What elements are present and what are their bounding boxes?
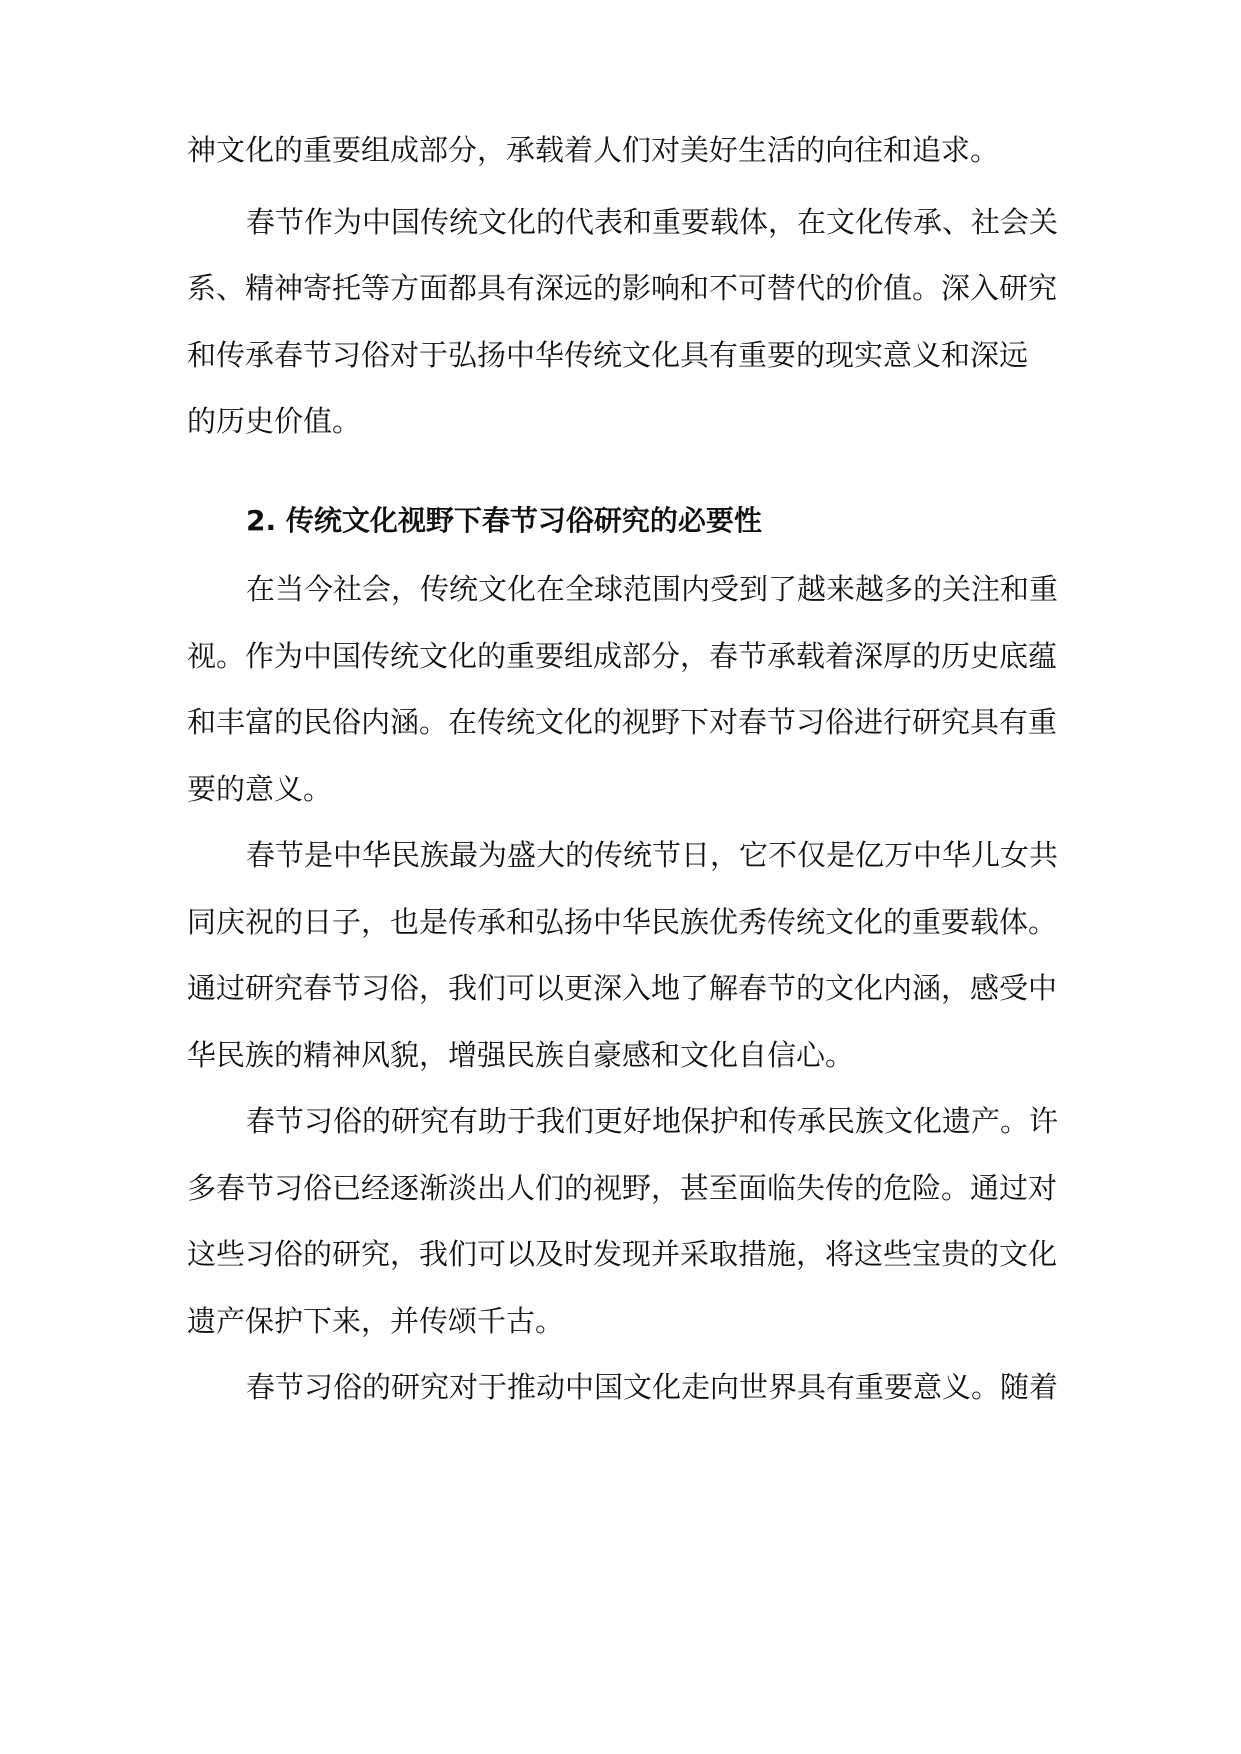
paragraph-line: 华民族的精神风貌，增强民族自豪感和文化自信心。: [187, 1038, 855, 1072]
section-heading: 2. 传统文化视野下春节习俗研究的必要性: [246, 504, 762, 537]
paragraph-line: 在当今社会，传统文化在全球范围内受到了越来越多的关注和重: [246, 572, 1059, 606]
paragraph-line: 春节习俗的研究有助于我们更好地保护和传承民族文化遗产。许: [246, 1104, 1059, 1138]
paragraph-line: 通过研究春节习俗，我们可以更深入地了解春节的文化内涵，感受中: [187, 971, 1058, 1005]
paragraph-line: 系、精神寄托等方面都具有深远的影响和不可替代的价值。深入研究: [187, 271, 1058, 305]
paragraph-line: 春节习俗的研究对于推动中国文化走向世界具有重要意义。随着: [246, 1370, 1059, 1404]
paragraph-line: 这些习俗的研究，我们可以及时发现并采取措施，将这些宝贵的文化: [187, 1237, 1058, 1271]
paragraph-line: 的历史价值。: [187, 404, 362, 438]
paragraph-line: 同庆祝的日子，也是传承和弘扬中华民族优秀传统文化的重要载体。: [187, 905, 1058, 939]
paragraph-line: 春节是中华民族最为盛大的传统节日，它不仅是亿万中华儿女共: [246, 838, 1059, 872]
paragraph-line: 和丰富的民俗内涵。在传统文化的视野下对春节习俗进行研究具有重: [187, 705, 1058, 739]
paragraph-line: 要的意义。: [187, 772, 333, 806]
paragraph-line: 神文化的重要组成部分，承载着人们对美好生活的向往和追求。: [187, 133, 1000, 167]
paragraph-line: 和传承春节习俗对于弘扬中华传统文化具有重要的现实意义和深远: [187, 338, 1029, 372]
paragraph-line: 多春节习俗已经逐渐淡出人们的视野，甚至面临失传的危险。通过对: [187, 1171, 1058, 1205]
paragraph-line: 遗产保护下来，并传颂千古。: [187, 1304, 565, 1338]
paragraph-line: 春节作为中国传统文化的代表和重要载体，在文化传承、社会关: [246, 205, 1059, 239]
paragraph-line: 视。作为中国传统文化的重要组成部分，春节承载着深厚的历史底蕴: [187, 639, 1058, 673]
